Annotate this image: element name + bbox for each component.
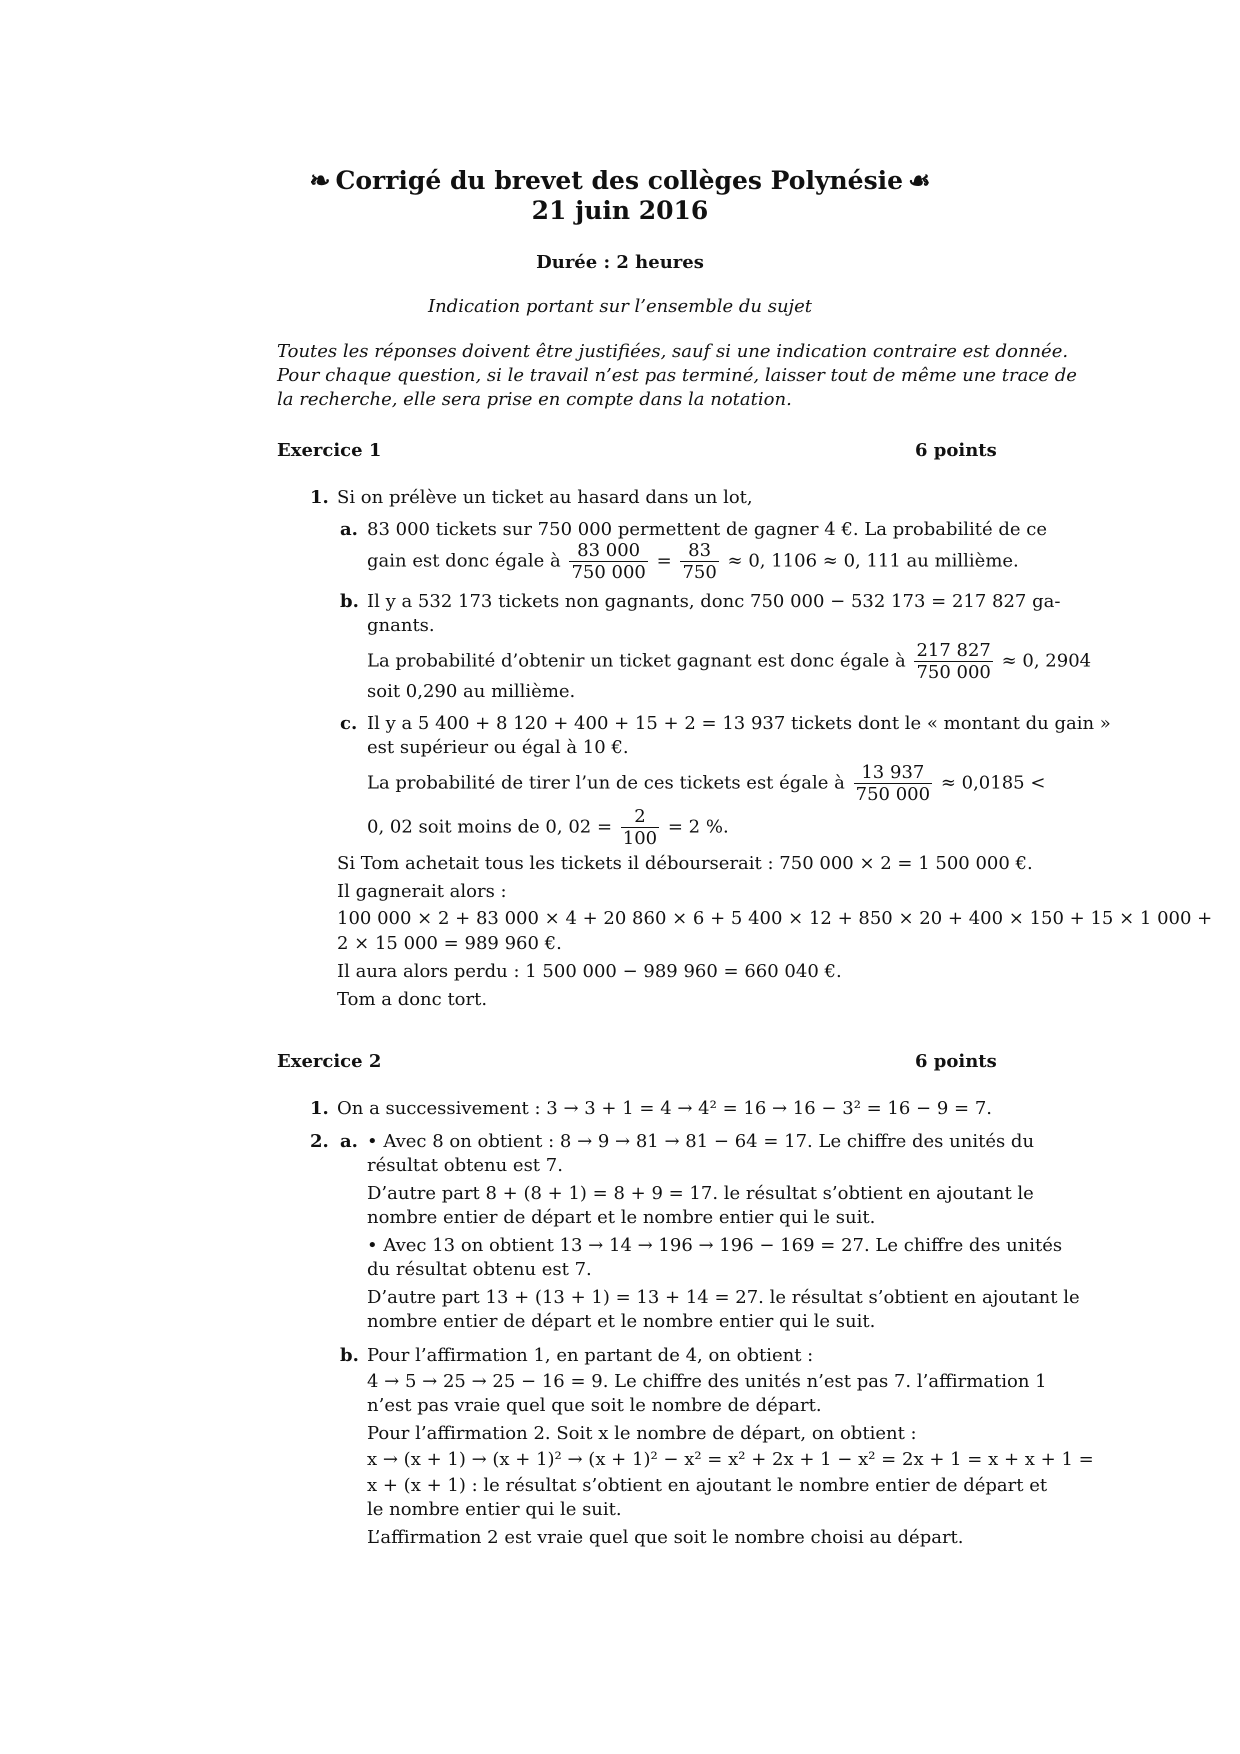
ex2-a-line-8: nombre entier de départ et le nombre entier qui le suit. [367,1311,876,1332]
indication-line-1: Toutes les réponses doivent être justifiées, sauf si une indication contraire est donnée. [277,341,1069,362]
fleuron-right-icon: ☙ [903,166,931,195]
ex1-tail-line-1: Si Tom achetait tous les tickets il débourserait : 750 000 × 2 = 1 500 000 €. [337,853,1033,874]
ex1-c-line3: La probabilité de tirer l’un de ces tickets est égale à $\frac{13 937}{750 000}$ ≈ 0,0185 < [367,762,1046,805]
fleuron-left-icon: ❧ [309,166,336,195]
ex1-tail-line-2: Il gagnerait alors : [337,881,507,902]
ex2-q1-text: On a successivement : 3 → 3 + 1 = 4 → 4² = 16 → 16 − 3² = 16 − 9 = 7. [337,1098,993,1119]
ex1-b-fraction: $\frac{217 827}{750 000}$ [916,640,991,683]
title-text: Corrigé du brevet des collèges Polynésie [335,166,904,195]
indication-title: Indication portant sur l’ensemble du sujet [427,296,813,317]
ex2-b-label: b. [340,1345,359,1366]
ex2-a-line-2: résultat obtenu est 7. [367,1155,563,1176]
indication-line-3: la recherche, elle sera prise en compte dans la notation. [277,389,792,410]
ex1-b-line3: La probabilité d’obtenir un ticket gagnant est donc égale à $\frac{217 827}{750 000}$ ≈ 0, 2904 [367,640,1092,683]
ex2-b-line-1: Pour l’affirmation 1, en partant de 4, on obtient : [367,1345,814,1366]
ex2-a-line-3: D’autre part 8 + (8 + 1) = 8 + 9 = 17. le résultat s’obtient en ajoutant le [367,1183,1034,1204]
ex2-q2-number: 2. [310,1131,329,1152]
ex1-c-label: c. [340,713,358,734]
page-title [0,166,1240,196]
ex1-tail-line-4: 2 × 15 000 = 989 960 €. [337,933,562,954]
ex1-c-line2: est supérieur ou égal à 10 €. [367,737,629,758]
ex1-title: Exercice 1 [277,440,382,461]
ex2-b-line-4: Pour l’affirmation 2. Soit x le nombre de départ, on obtient : [367,1423,917,1444]
ex2-a-line-5: • Avec 13 on obtient 13 → 14 → 196 → 196 − 169 = 27. Le chiffre des unités [367,1235,1063,1256]
ex2-a-line-4: nombre entier de départ et le nombre entier qui le suit. [367,1207,876,1228]
ex1-tail-line-6: Tom a donc tort. [337,989,488,1010]
ex2-b-line-2: 4 → 5 → 25 → 25 − 16 = 9. Le chiffre des unités n’est pas 7. l’affirmation 1 [367,1371,1047,1392]
ex1-tail-line-3: 100 000 × 2 + 83 000 × 4 + 20 860 × 6 + 5 400 × 12 + 850 × 20 + 400 × 150 + 15 × 1 000 + [337,908,1213,929]
ex1-c-fraction: $\frac{13 937}{750 000}$ [855,762,931,805]
ex1-a-fraction-2: $\frac{83}{750}$ [682,540,717,583]
ex1-c-line1: Il y a 5 400 + 8 120 + 400 + 15 + 2 = 13 937 tickets dont le « montant du gain » [367,713,1111,734]
ex1-a-line2: gain est donc égale à $\frac{83 000}{750 000}$ = $\frac{83}{750}$ ≈ 0, 1106 ≈ 0, 111 au millième. [367,540,1019,583]
ex2-b-line-3: n’est pas vraie quel que soit le nombre de départ. [367,1395,822,1416]
duration: Durée : 2 heures [536,252,704,273]
ex2-a-line-6: du résultat obtenu est 7. [367,1259,592,1280]
page-date: 21 juin 2016 [531,196,709,225]
ex2-q1-number: 1. [310,1098,329,1119]
ex2-b-line-8: L’affirmation 2 est vraie quel que soit le nombre choisi au départ. [367,1527,964,1548]
ex1-a-label: a. [340,519,358,540]
ex2-title: Exercice 2 [277,1051,382,1072]
ex1-b-line4: soit 0,290 au millième. [367,681,576,702]
ex1-b-label: b. [340,591,359,612]
ex2-a-line-1: • Avec 8 on obtient : 8 → 9 → 81 → 81 − 64 = 17. Le chiffre des unités du [367,1131,1035,1152]
ex1-b-line1: Il y a 532 173 tickets non gagnants, donc 750 000 − 532 173 = 217 827 ga- [367,591,1061,612]
ex1-c-fraction-2: $\frac{2}{100}$ [622,806,658,849]
ex2-b-line-6: x + (x + 1) : le résultat s’obtient en ajoutant le nombre entier de départ et [367,1475,1048,1496]
ex2-points: 6 points [915,1051,997,1072]
indication-line-2: Pour chaque question, si le travail n’est pas terminé, laisser tout de même une trace de [277,365,1077,386]
ex1-points: 6 points [915,440,997,461]
ex1-tail-line-5: Il aura alors perdu : 1 500 000 − 989 960 = 660 040 €. [337,961,842,982]
ex1-b-line2: gnants. [367,615,435,636]
ex2-a-label: a. [340,1131,358,1152]
ex2-b-line-5: x → (x + 1) → (x + 1)² → (x + 1)² − x² = x² + 2x + 1 − x² = 2x + 1 = x + x + 1 = [367,1449,1094,1470]
ex1-q1-text: Si on prélève un ticket au hasard dans un lot, [337,487,753,508]
ex1-a-line1: 83 000 tickets sur 750 000 permettent de gagner 4 €. La probabilité de ce [367,519,1047,540]
ex1-a-fraction-1: $\frac{83 000}{750 000}$ [571,540,646,583]
ex1-c-line4: 0, 02 soit moins de 0, 02 = $\frac{2}{100}$ = 2 %. [367,806,729,849]
ex2-a-line-7: D’autre part 13 + (13 + 1) = 13 + 14 = 27. le résultat s’obtient en ajoutant le [367,1287,1080,1308]
ex1-q1-number: 1. [310,487,329,508]
ex2-b-line-7: le nombre entier qui le suit. [367,1499,622,1520]
